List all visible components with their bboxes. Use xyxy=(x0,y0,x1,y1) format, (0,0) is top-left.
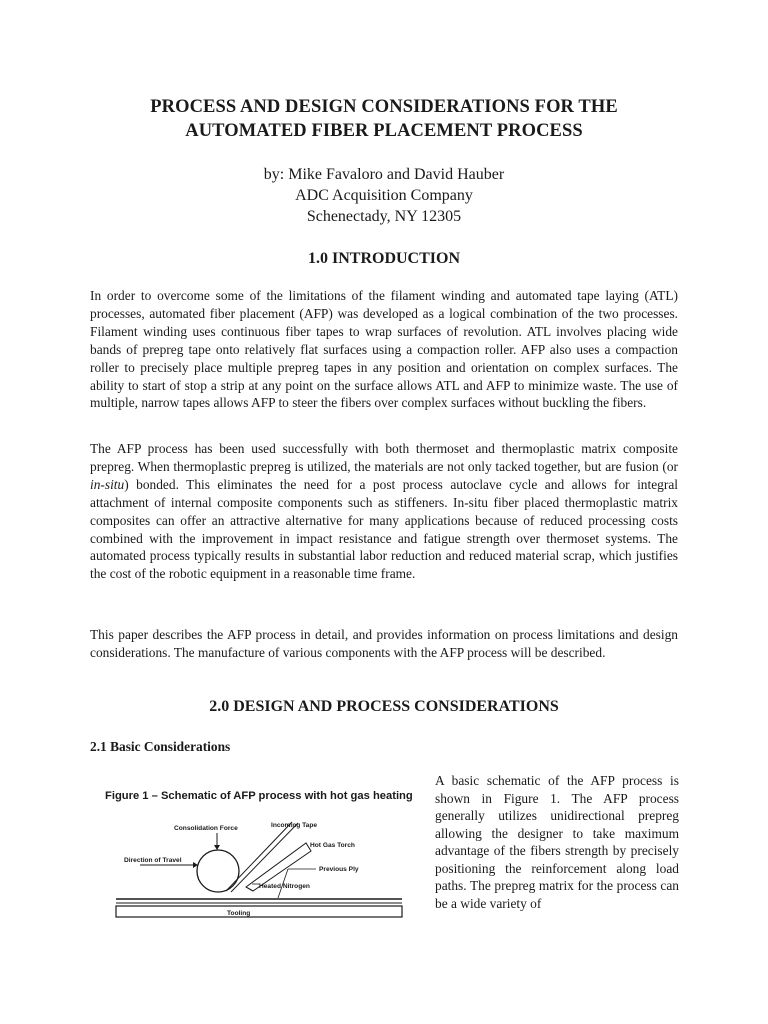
compaction-roller xyxy=(197,850,239,892)
author-address: Schenectady, NY 12305 xyxy=(306,208,462,225)
author-byline: by: Mike Favaloro and David Hauber xyxy=(263,166,505,183)
basic-considerations-text: A basic schematic of the AFP process is shown in Figure 1. The AFP process generally utilizes unidirectional prepreg allowing the designer to take maximum advantage of the fibers strength by precisely positioning the reinforcement along load paths. The prepreg matrix for the process can be a wide variety of xyxy=(435,773,679,911)
intro-paragraph-2-part-b: ) bonded. This eliminates the need for a post process autoclave cycle and allows for integral attachment of internal composite components such as stiffeners. In-situ fiber placed thermoplastic matrix composites can offer an attractive alternative for many applications because of reduced processing costs combined with the improvement in impact resistance and fatigue strength over thermoset systems. The automated process typically results in substantial labor reduction and reduced material scrap, which justifies the cost of the robotic equipment in a reasonable time frame. xyxy=(90,476,678,582)
section-heading-introduction: 1.0 INTRODUCTION xyxy=(307,250,460,267)
intro-paragraph-2-italic: in-situ xyxy=(90,476,125,492)
section-heading-design: 2.0 DESIGN AND PROCESS CONSIDERATIONS xyxy=(209,698,559,715)
paper-title-line-2: AUTOMATED FIBER PLACEMENT PROCESS xyxy=(185,121,583,141)
afp-schematic-diagram xyxy=(100,785,413,920)
label-consolidation-force: Consolidation Force xyxy=(174,825,238,832)
intro-paragraph-3: This paper describes the AFP process in detail, and provides information on process limitations and design considerations. The manufacture of various components with the AFP process will be described. xyxy=(90,627,678,660)
figure-1 xyxy=(100,785,413,920)
intro-paragraph-1: In order to overcome some of the limitations of the filament winding and automated tape laying (ATL) processes, automated fiber placement (AFP) was developed as a logical combination of the two processes. Filament winding uses continuous fiber tapes to wrap surfaces of revolution. ATL involves placing wide bands of prepreg tape onto relatively flat surfaces using a compaction roller. AFP also uses a compaction roller to precisely place multiple prepreg tapes in any position and orientation on complex surfaces. The ability to start of stop a strip at any point on the surface allows ATL and AFP to minimize waste. The use of multiple, narrow tapes allows AFP to steer the fibers over complex surfaces without buckling the fibers. xyxy=(90,288,678,411)
author-affiliation: ADC Acquisition Company xyxy=(295,187,473,204)
paper-title-line-1: PROCESS AND DESIGN CONSIDERATIONS FOR THE xyxy=(150,97,618,117)
label-hot-gas-torch: Hot Gas Torch xyxy=(310,842,355,849)
subsection-heading-basic: 2.1 Basic Considerations xyxy=(90,739,231,754)
label-heated-nitrogen: Heated Nitrogen xyxy=(259,883,310,890)
label-tooling: Tooling xyxy=(227,910,251,917)
intro-paragraph-2-part-a: The AFP process has been used successfully with both thermoset and thermoplastic matrix composite prepreg. When thermoplastic prepreg is utilized, the materials are not only tacked together, but are fusion (or xyxy=(90,441,678,474)
tooling-bar xyxy=(116,906,402,917)
label-previous-ply: Previous Ply xyxy=(319,866,359,873)
label-incoming-tape: Incoming Tape xyxy=(271,822,318,829)
consolidation-force-arrowhead xyxy=(214,845,220,850)
figure-1-caption: Figure 1 – Schematic of AFP process with hot gas heating xyxy=(105,790,413,802)
intro-paragraph-2 xyxy=(90,440,678,583)
label-direction-of-travel: Direction of Travel xyxy=(124,857,182,864)
